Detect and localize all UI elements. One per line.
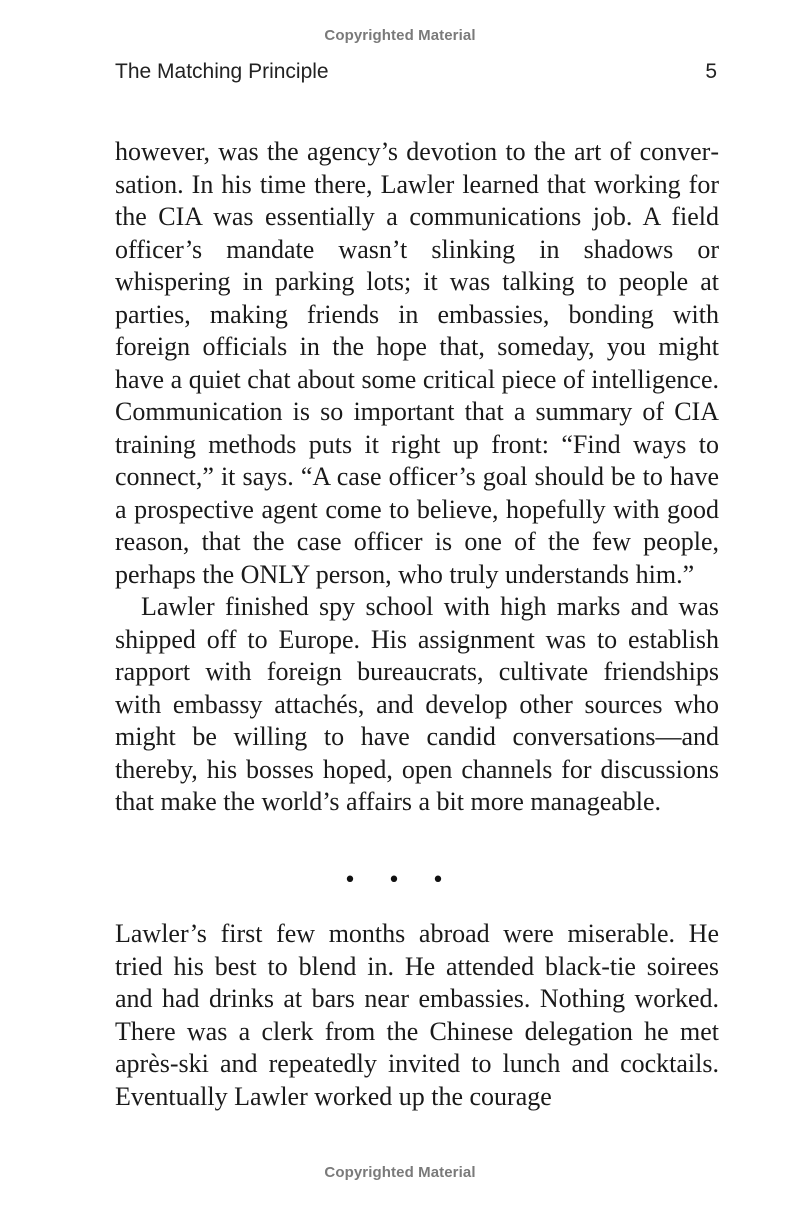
body-text	[115, 136, 719, 819]
copyright-notice-top: Copyrighted Material	[324, 27, 476, 44]
paragraph: Lawler finished spy school with high marks and was shipped off to Europe. His assignment was to establish rapport with foreign bureaucrats, cultivate friendships with embassy attachés, and develop other sources who might be willing to have candid conversations—and thereby, his bosses hoped, open channels for discussions that make the world’s affairs a bit more manageable.	[115, 592, 719, 816]
running-title: The Matching Principle	[115, 60, 329, 83]
body-text-continued	[115, 918, 719, 1113]
section-break: • • •	[343, 868, 457, 893]
paragraph: however, was the agency’s devotion to the art of conversation. In his time there, Lawler learned that working for the CIA was essentially a communications job. A field officer’s mandate wasn’t slinking in shadows or whispering in parking lots; it was talking to people at parties, making friends in embassies, bonding with foreign officials in the hope that, someday, you might have a quiet chat about some critical piece of intelligence. Communication is so important that a summary of CIA training methods puts it right up front: “Find ways to connect,” it says. “A case officer’s goal should be to have a prospective agent come to believe, hopefully with good reason, that the case officer is one of the few people, perhaps the ONLY person, who truly understands him.”	[115, 137, 719, 589]
running-header	[115, 60, 719, 90]
paragraph: Lawler’s first few months abroad were miserable. He tried his best to blend in. He attended black-tie soirees and had drinks at bars near embassies. Nothing worked. There was a clerk from the Chinese delegation he met après-ski and repeatedly invited to lunch and cocktails. Eventually Lawler worked up the courage	[115, 919, 719, 1111]
copyright-notice-bottom: Copyrighted Material	[324, 1164, 476, 1181]
page-number: 5	[705, 60, 717, 83]
